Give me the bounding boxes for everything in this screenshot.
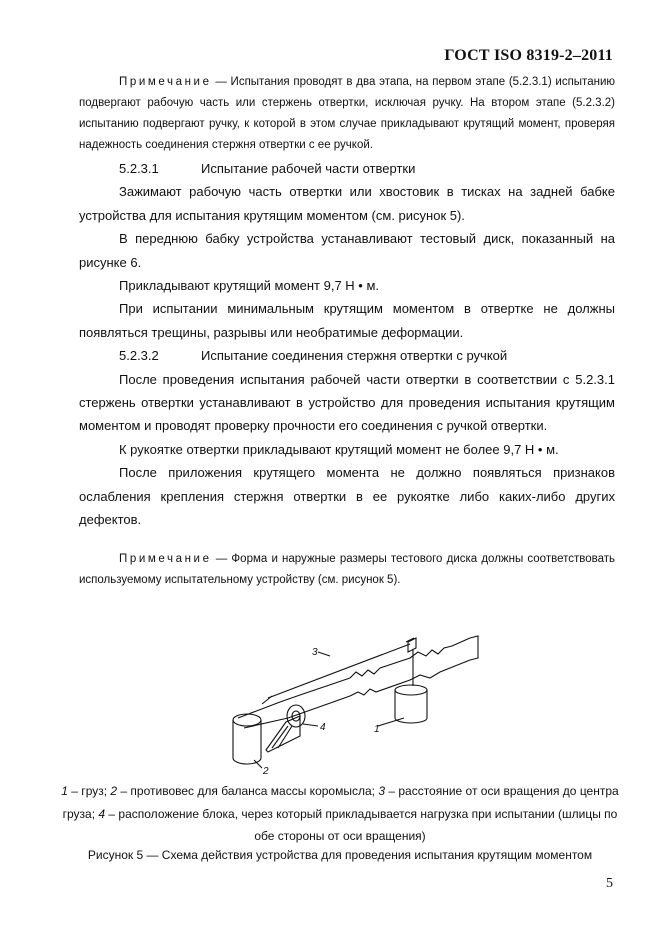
document-header: ГОСТ ISO 8319-2–2011 bbox=[444, 47, 613, 64]
section-5-2-3-1 bbox=[79, 157, 615, 532]
paragraph: Прикладывают крутящий момент 9,7 Н • м. bbox=[119, 278, 380, 294]
page-number: 5 bbox=[606, 876, 613, 891]
paragraph: Зажимают рабочую часть отвертки или хвостовик в тисках на задней бабке устройства для испытания крутящим моментом (см. рисунок 5). bbox=[79, 184, 615, 223]
note-1-label: Примечание bbox=[119, 76, 212, 88]
dimension-ext-left bbox=[262, 696, 272, 704]
paragraph: При испытании минимальным крутящим моментом в отвертке не должны появляться трещины, разрывы или необратимые деформации. bbox=[79, 301, 615, 340]
dimension-line-3 bbox=[268, 644, 410, 698]
paragraph: После приложения крутящего момента не должно появляться признаков ослабления крепления стержня отвертки в ее рукоятке либо каких-либо других дефектов. bbox=[79, 465, 615, 528]
section-heading bbox=[79, 344, 615, 367]
note-1-text: — Испытания проводят в два этапа, на первом этапе (5.2.3.1) испытанию подвергают рабочую часть или стержень отвертки, исключая ручку. На втором этапе (5.2.3.2) испытанию подвергают ручку, к которой в этом случае прикладывают крутящий момент, проверяя надежность соединения стержня отвертки с ее ручкой. bbox=[79, 76, 615, 151]
legend-num: 2 bbox=[110, 784, 118, 798]
beam-end bbox=[470, 636, 478, 660]
note-2-paragraph bbox=[79, 549, 615, 591]
legend-text: – расстояние от оси вращения до центра груза; bbox=[62, 784, 619, 821]
legend-num: 1 bbox=[61, 784, 68, 798]
callout-4: 4 bbox=[320, 722, 326, 733]
section-heading bbox=[79, 157, 615, 180]
note-2-text: — Форма и наружные размеры тестового диска должны соответствовать используемому испытательному устройству (см. рисунок 5). bbox=[79, 553, 615, 586]
section-number: 5.2.3.2 bbox=[119, 348, 159, 364]
legend-num: 4 bbox=[98, 806, 106, 821]
section-title: Испытание соединения стержня отвертки с ручкой bbox=[201, 348, 508, 364]
note-1-paragraph bbox=[79, 72, 615, 156]
callout-2: 2 bbox=[263, 766, 269, 777]
legend-num: 3 bbox=[378, 784, 385, 798]
paragraph: После проведения испытания рабочей части отвертки в соответствии с 5.2.3.1 стержень отвертки устанавливают в устройство для проведения испытания крутящим моментом и проводят проверку прочности его соединения с ручкой отвертки. bbox=[79, 371, 615, 434]
legend-text: – противовес для баланса массы коромысла; bbox=[117, 784, 379, 798]
paragraph: В переднюю бабку устройства устанавливают тестовый диск, показанный на рисунке 6. bbox=[79, 231, 615, 270]
beam-top-edge bbox=[280, 638, 470, 702]
note-2 bbox=[79, 549, 615, 591]
note-1 bbox=[79, 72, 615, 156]
counterweight-body bbox=[233, 720, 261, 764]
section-title: Испытание рабочей части отвертки bbox=[201, 161, 416, 176]
pulley-outer bbox=[287, 705, 305, 727]
beam-near-edge bbox=[238, 702, 288, 728]
callout-1: 1 bbox=[374, 724, 380, 735]
figure-caption: Рисунок 5 — Схема действия устройства для проведения испытания крутящим моментом bbox=[87, 848, 593, 862]
figure-legend bbox=[60, 780, 620, 848]
callout-3: 3 bbox=[312, 647, 318, 658]
weight-top bbox=[395, 685, 427, 695]
note-2-label: Примечание bbox=[119, 553, 212, 565]
leader-4 bbox=[303, 724, 318, 726]
counterweight-top bbox=[233, 714, 261, 726]
figure-5-drawing bbox=[0, 600, 661, 780]
paragraph: К рукоятке отвертки прикладывают крутящий момент не более 9,7 Н • м. bbox=[119, 441, 559, 457]
section-number: 5.2.3.1 bbox=[119, 161, 159, 176]
legend-text: – расположение блока, через который прикладывается нагрузка при испытании (шлицы по обе стороны от оси вращения) bbox=[105, 806, 618, 843]
leader-3 bbox=[318, 652, 330, 656]
legend-text: – груз; bbox=[67, 784, 111, 798]
